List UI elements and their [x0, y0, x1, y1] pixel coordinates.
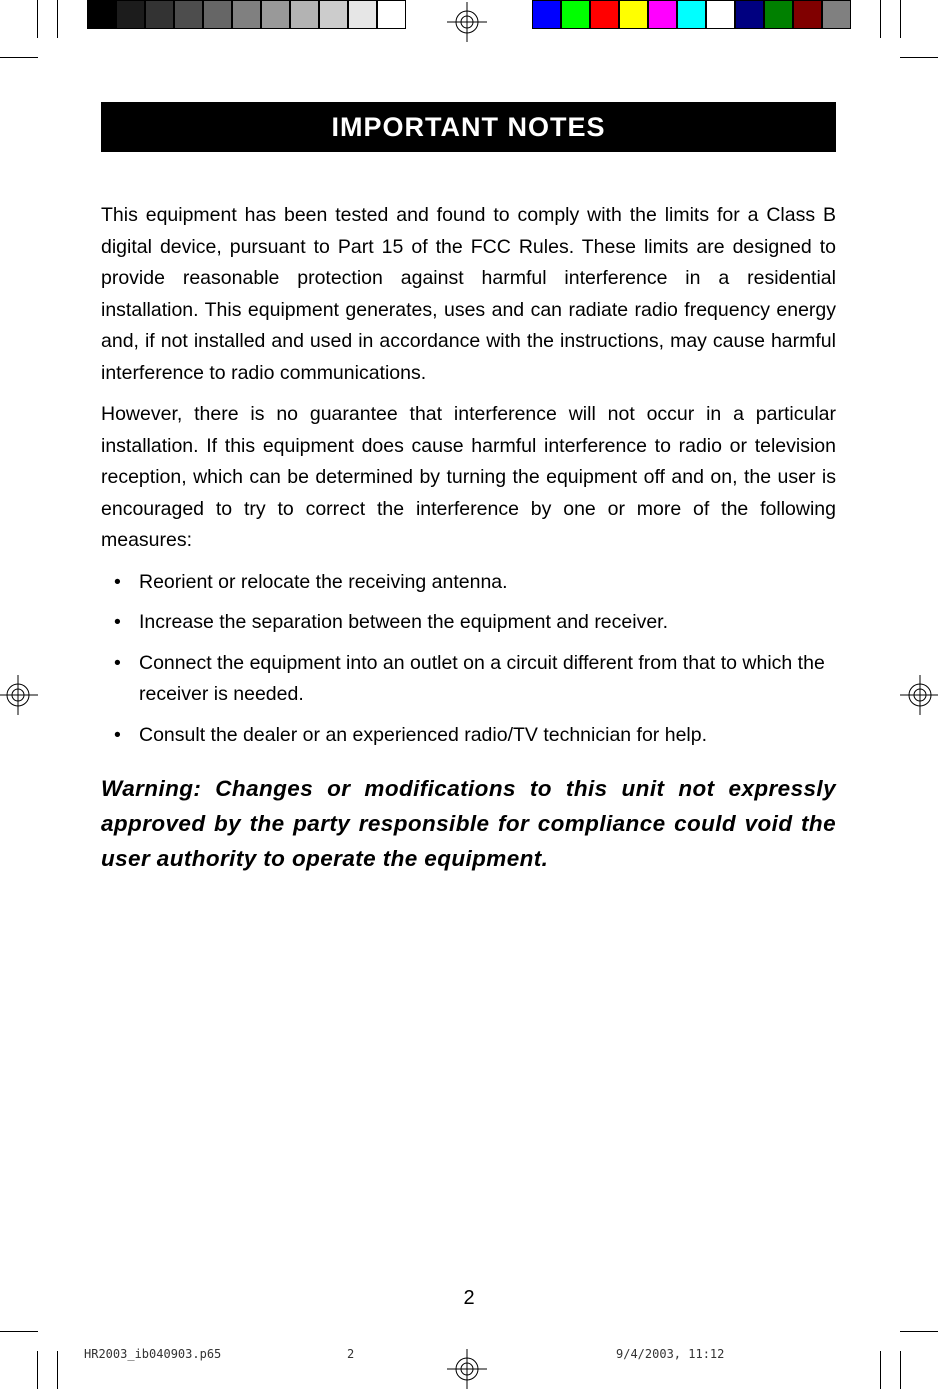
slug-filename: HR2003_ib040903.p65: [84, 1347, 222, 1361]
crop-mark: [57, 0, 58, 38]
registration-mark-icon: [0, 675, 40, 715]
color-swatch: [706, 0, 735, 29]
crop-mark: [900, 1351, 901, 1389]
color-swatch-bar: [532, 0, 851, 29]
notice-body: [101, 200, 836, 899]
color-swatch: [822, 0, 851, 29]
page-number: 2: [463, 1287, 475, 1309]
page-title: IMPORTANT NOTES: [331, 111, 606, 142]
color-swatch: [764, 0, 793, 29]
color-swatch: [561, 0, 590, 29]
registration-mark-icon: [898, 675, 938, 715]
crop-mark: [37, 0, 38, 38]
crop-mark: [57, 1351, 58, 1389]
color-swatch: [232, 0, 261, 29]
bullet-icon: •: [114, 723, 121, 746]
color-swatch: [619, 0, 648, 29]
registration-mark-icon: [447, 1349, 487, 1389]
color-swatch: [145, 0, 174, 29]
color-swatch: [203, 0, 232, 29]
measures-list: [101, 567, 836, 752]
color-swatch: [174, 0, 203, 29]
section-header: [101, 102, 836, 152]
list-item: • Increase the separation between the equipment and receiver.: [101, 607, 836, 639]
crop-mark: [0, 1331, 38, 1332]
crop-mark: [900, 1331, 938, 1332]
crop-mark: [37, 1351, 38, 1389]
grayscale-swatch-bar: [87, 0, 406, 29]
list-item: • Connect the equipment into an outlet on a circuit different from that to which the receiver is needed.: [101, 648, 836, 711]
color-swatch: [87, 0, 116, 29]
color-swatch: [590, 0, 619, 29]
color-swatch: [116, 0, 145, 29]
list-item: • Reorient or relocate the receiving antenna.: [101, 567, 836, 599]
interference-paragraph: However, there is no guarantee that interference will not occur in a particular installation. If this equipment does cause harmful interference to radio or television reception, which can be determined by turning the equipment off and on, the user is encouraged to try to correct the interference by one or more of the following measures:: [101, 403, 836, 551]
crop-mark: [900, 0, 901, 38]
color-swatch: [377, 0, 406, 29]
crop-mark: [0, 57, 38, 58]
color-swatch: [290, 0, 319, 29]
warning-text: Warning: Changes or modifications to this unit not expressly approved by the party responsible for compliance could void the user authority to operate the equipment.: [101, 776, 836, 871]
crop-mark: [900, 57, 938, 58]
slug-date: 9/4/2003, 11:12: [616, 1347, 725, 1361]
color-swatch: [677, 0, 706, 29]
color-swatch: [261, 0, 290, 29]
color-swatch: [793, 0, 822, 29]
color-swatch: [648, 0, 677, 29]
bullet-icon: •: [114, 651, 121, 674]
crop-mark: [880, 1351, 881, 1389]
bullet-icon: •: [114, 611, 121, 633]
fcc-compliance-paragraph: This equipment has been tested and found to comply with the limits for a Class B digital device, pursuant to Part 15 of the FCC Rules. These limits are designed to provide reasonable protection against harmful interference in a residential installation. This equipment generates, uses and can radiate radio frequency energy and, if not installed and used in accordance with the instructions, may cause harmful interference to radio communications.: [101, 204, 836, 384]
slug-page: 2: [347, 1347, 355, 1361]
bullet-icon: •: [114, 570, 121, 593]
color-swatch: [319, 0, 348, 29]
color-swatch: [532, 0, 561, 29]
crop-mark: [880, 0, 881, 38]
color-swatch: [735, 0, 764, 29]
registration-mark-icon: [447, 2, 487, 42]
color-swatch: [348, 0, 377, 29]
list-item: • Consult the dealer or an experienced radio/TV technician for help.: [101, 720, 836, 752]
